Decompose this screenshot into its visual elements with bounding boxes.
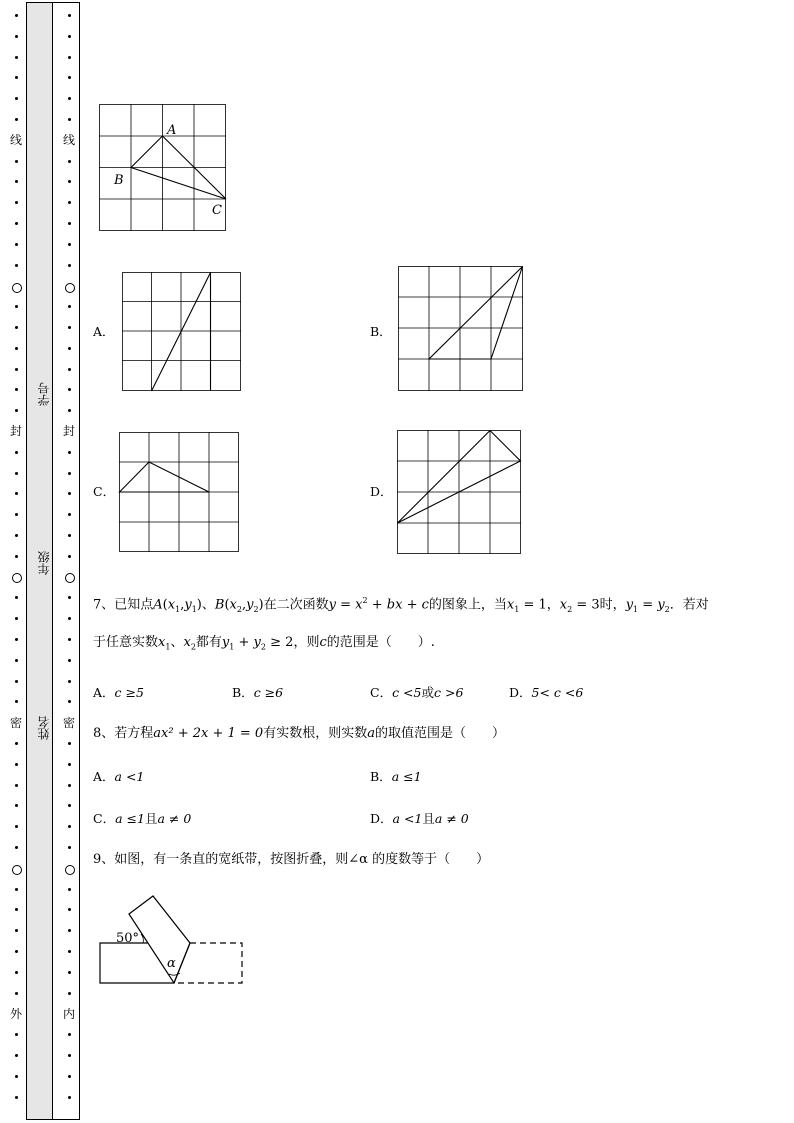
seal-dot [68, 76, 71, 79]
seal-dot [15, 368, 18, 371]
angle-50-label: 50° [116, 931, 140, 946]
seal-dot [15, 76, 18, 79]
seal-dot [15, 638, 18, 641]
seal-dot [68, 804, 71, 807]
seal-dot [68, 908, 71, 911]
seal-dot [15, 680, 18, 683]
seal-dot [68, 326, 71, 329]
seal-circle [12, 865, 22, 875]
seal-dot [15, 472, 18, 475]
seal-dot [15, 950, 18, 953]
q8-option-d[interactable]: D．a <1且a ≠ 0 [370, 811, 469, 826]
question-7-line-2: 于任意实数$x_1$、$x_2$都有$y_1 + y_2 \ge 2$，则c的范围是（ ）. [93, 635, 435, 652]
seal-circle [12, 283, 22, 293]
seal-dot [15, 409, 18, 412]
label-c: C [212, 203, 222, 218]
seal-dot [68, 846, 71, 849]
seal-dot [68, 243, 71, 246]
option-c-figure-label: C． [93, 484, 116, 499]
q7-option-c[interactable]: C．c <5或c >6 [370, 685, 464, 700]
seal-dot [68, 388, 71, 391]
seal-dot [15, 56, 18, 59]
seal-dot [68, 950, 71, 953]
seal-dot [15, 888, 18, 891]
seal-dot [68, 1096, 71, 1099]
seal-circle [65, 865, 75, 875]
option-a-figure-label: A． [93, 324, 115, 339]
seal-dot [15, 388, 18, 391]
seal-dot [68, 201, 71, 204]
seal-dot [68, 784, 71, 787]
seal-dot [68, 347, 71, 350]
label-a: A [167, 123, 177, 138]
seal-label-xian-outer: 线 [9, 133, 22, 147]
option-d-figure [397, 430, 522, 555]
label-b: B [114, 173, 124, 188]
seal-dot [68, 451, 71, 454]
seal-label-nei: 内 [62, 1007, 75, 1021]
strip-right-border [79, 2, 80, 1120]
seal-dot [68, 56, 71, 59]
seal-dot [68, 888, 71, 891]
seal-dot [68, 472, 71, 475]
seal-dot [68, 409, 71, 412]
seal-dot [68, 659, 71, 662]
seal-dot [15, 1033, 18, 1036]
seal-dot [15, 264, 18, 267]
seal-dot [68, 14, 71, 17]
seal-dot [68, 742, 71, 745]
option-c-figure [119, 432, 240, 553]
seal-dot [15, 700, 18, 703]
seal-dot [15, 929, 18, 932]
seal-dot [68, 555, 71, 558]
question-8: 8、若方程ax² + 2x + 1 = 0有实数根，则实数a的取值范围是（ ） [93, 726, 505, 741]
seal-label-wai: 外 [9, 1007, 22, 1021]
seal-dot [15, 222, 18, 225]
seal-dot [68, 492, 71, 495]
seal-circle [65, 283, 75, 293]
seal-dot [15, 1054, 18, 1057]
seal-dot [15, 555, 18, 558]
strip-bottom-border [26, 1119, 79, 1120]
question-7-line-1: 7、已知点$A(x_1,y_1)$、$B(x_2,y_2)$在二次函数$y = x^2$ + bx + c的图象上，当$x_1 = 1$，$x_2 = 3$时，$y_1 = y_2$．若对 [93, 596, 709, 614]
question-9: 9、如图，有一条直的宽纸带，按图折叠，则∠α 的度数等于（ ） [93, 852, 490, 867]
seal-label-mi-inner: 密 [62, 716, 75, 730]
alpha-label: α [167, 956, 176, 971]
seal-dot [68, 160, 71, 163]
seal-dot [68, 700, 71, 703]
seal-dot [15, 347, 18, 350]
seal-dot [15, 992, 18, 995]
seal-dot [15, 908, 18, 911]
seal-dot [68, 992, 71, 995]
strip-top-border [26, 2, 79, 3]
seal-dot [15, 326, 18, 329]
q7-option-a[interactable]: A．c ≥5 [93, 685, 144, 700]
seal-dot [68, 596, 71, 599]
seal-dot [68, 1033, 71, 1036]
seal-dot [15, 201, 18, 204]
seal-dot [68, 222, 71, 225]
seal-dot [68, 180, 71, 183]
seal-dot [15, 451, 18, 454]
seal-dot [15, 846, 18, 849]
seal-dot [15, 14, 18, 17]
seal-dot [68, 763, 71, 766]
seal-label-feng-outer: 封 [9, 424, 22, 438]
seal-dot [68, 368, 71, 371]
seal-circle [12, 573, 22, 583]
seal-dot [68, 534, 71, 537]
seal-dot [15, 742, 18, 745]
seal-dot [68, 929, 71, 932]
field-name: 姓名 [37, 716, 51, 740]
seal-dot [68, 680, 71, 683]
option-c-triangle [120, 462, 210, 492]
option-b-figure [398, 266, 524, 392]
option-b-triangle [429, 267, 523, 360]
field-grade: 年级 [37, 551, 51, 575]
seal-dot [68, 617, 71, 620]
seal-dot [15, 305, 18, 308]
seal-dot [15, 617, 18, 620]
seal-dot [15, 492, 18, 495]
seal-dot [15, 513, 18, 516]
seal-dot [15, 784, 18, 787]
seal-circle [65, 573, 75, 583]
strip-left-border [26, 2, 27, 1120]
seal-dot [15, 763, 18, 766]
seal-dot [68, 35, 71, 38]
field-student-id: 学号 [37, 382, 51, 406]
seal-label-xian-inner: 线 [62, 133, 75, 147]
q7-option-b[interactable]: B．c ≥6 [232, 685, 284, 700]
seal-dot [15, 160, 18, 163]
q8-option-a[interactable]: A．a <1 [93, 769, 145, 784]
seal-label-feng-inner: 封 [62, 424, 75, 438]
seal-dot [15, 118, 18, 121]
seal-dot [15, 97, 18, 100]
q8-option-b[interactable]: B．a ≤1 [370, 769, 422, 784]
option-b-figure-label: B． [370, 324, 392, 339]
seal-dot [15, 243, 18, 246]
seal-dot [15, 596, 18, 599]
option-d-figure-label: D． [370, 484, 393, 499]
seal-dot [15, 825, 18, 828]
seal-dot [15, 180, 18, 183]
seal-dot [68, 305, 71, 308]
seal-dot [68, 264, 71, 267]
seal-dot [15, 35, 18, 38]
seal-dot [68, 825, 71, 828]
seal-dot [15, 659, 18, 662]
seal-dot [68, 118, 71, 121]
seal-dot [15, 1075, 18, 1078]
q7-option-d[interactable]: D．5< c <6 [509, 685, 584, 700]
seal-dot [15, 534, 18, 537]
seal-dot [68, 1054, 71, 1057]
seal-dot [15, 1096, 18, 1099]
seal-label-mi-outer: 密 [9, 716, 22, 730]
figure-triangle-abc [99, 104, 227, 232]
seal-dot [15, 971, 18, 974]
seal-dot [68, 1075, 71, 1078]
seal-dot [68, 971, 71, 974]
seal-dot [68, 638, 71, 641]
q8-option-c[interactable]: C．a ≤1且a ≠ 0 [93, 811, 192, 826]
grid-lines [99, 104, 226, 231]
option-a-figure [122, 272, 242, 392]
seal-dot [15, 804, 18, 807]
seal-dot [68, 97, 71, 100]
seal-dot [68, 513, 71, 516]
figure-folded-paper-strip [98, 894, 244, 986]
